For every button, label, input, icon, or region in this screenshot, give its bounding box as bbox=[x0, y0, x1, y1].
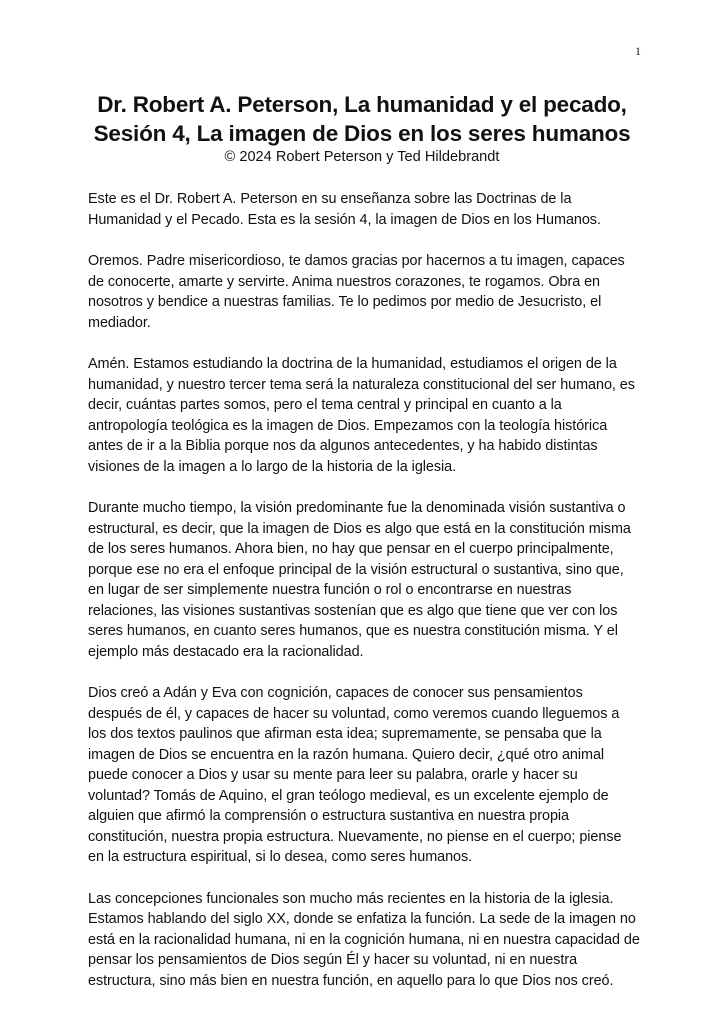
copyright-line: © 2024 Robert Peterson y Ted Hildebrandt bbox=[224, 149, 500, 165]
paragraph: Dios creó a Adán y Eva con cognición, capaces de conocer sus pensamientos después de él, y capaces de hacer su voluntad, como veremos cuando lleguemos a los dos textos paulinos que afirman esta idea; supremamente, se pensaba que la imagen de Dios se encuentra en la razón humana. Quiero decir, ¿qué otro animal puede conocer a Dios y usar su mente para leer su palabra, orarle y hacer su voluntad? Tomás de Aquino, el gran teólogo medieval, es un excelente ejemplo de alguien que afirmó la comprensión o estructura sustantiva en nuestra propia constitución, nuestra propia estructura. Nuevamente, no piense en el cuerpo; piense en la estructura espiritual, si lo desea, como seres humanos. bbox=[88, 685, 622, 865]
title-block bbox=[0, 90, 724, 166]
document-title bbox=[0, 90, 724, 148]
paragraph: Amén. Estamos estudiando la doctrina de la humanidad, estudiamos el origen de la humanidad, y nuestro tercer tema será la naturaleza constitucional del ser humano, es decir, cuántas partes somos, pero el tema central y principal en cuanto a la antropología teológica es la imagen de Dios. Empezamos con la teología histórica antes de ir a la Biblia porque nos da algunos antecedentes, y ha habido distintas visiones de la imagen a lo largo de la historia de la iglesia. bbox=[88, 356, 635, 475]
paragraph: Durante mucho tiempo, la visión predominante fue la denominada visión sustantiva o estructural, es decir, que la imagen de Dios es algo que está en la constitución misma de los seres humanos. Ahora bien, no hay que pensar en el cuerpo principalmente, porque ese no era el enfoque principal de la visión estructural o sustantiva, sino que, en lugar de ser simplemente nuestra función o rol o encontrarse en nuestras relaciones, las visiones sustantivas sostenían que es algo que tiene que ver con los seres humanos, en cuanto seres humanos, que es nuestra constitución misma. Y el ejemplo más destacado era la racionalidad. bbox=[88, 500, 631, 660]
title-line-1: Dr. Robert A. Peterson, La humanidad y el pecado, bbox=[97, 92, 627, 117]
body-text bbox=[88, 189, 640, 1012]
paragraph: Este es el Dr. Robert A. Peterson en su enseñanza sobre las Doctrinas de la Humanidad y el Pecado. Esta es la sesión 4, la imagen de Dios en los Humanos. bbox=[88, 191, 601, 228]
paragraph: Oremos. Padre misericordioso, te damos gracias por hacernos a tu imagen, capaces de conocerte, amarte y servirte. Anima nuestros corazones, te rogamos. Obra en nosotros y bendice a nuestras familias. Te lo pedimos por medio de Jesucristo, el mediador. bbox=[88, 253, 625, 331]
title-line-2: Sesión 4, La imagen de Dios en los seres humanos bbox=[93, 121, 631, 146]
page-number: 1 bbox=[635, 44, 641, 58]
paragraph: Las concepciones funcionales son mucho más recientes en la historia de la iglesia. Estamos hablando del siglo XX, donde se enfatiza la función. La sede de la imagen no está en la racionalidad humana, ni en la cognición humana, ni en nuestra capacidad de pensar los pensamientos de Dios según Él y hacer su voluntad, ni en nuestra estructura, sino más bien en nuestra función, en aquello para lo que Dios nos creó. bbox=[88, 890, 640, 989]
